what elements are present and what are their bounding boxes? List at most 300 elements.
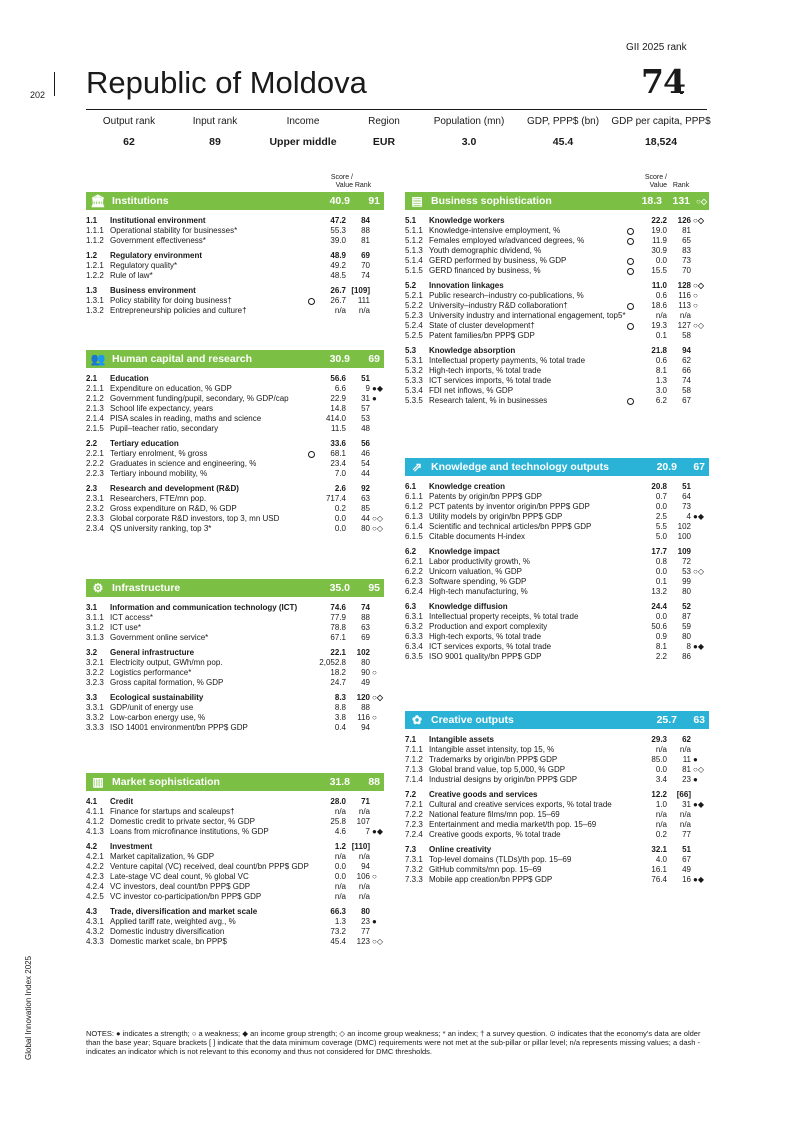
indicator-row: [86, 817, 384, 827]
indicator-score: 26.7: [330, 286, 346, 295]
indicator-rank: 65: [682, 236, 691, 245]
indicator-rank: 77: [682, 830, 691, 839]
indicator-code: 4.2.2: [86, 862, 104, 871]
indicator-code: 6.2.4: [405, 587, 423, 596]
indicator-code: 5.3.5: [405, 396, 423, 405]
value-header: Value: [335, 182, 353, 189]
indicator-row: [86, 504, 384, 514]
indicator-label: Knowledge impact: [429, 547, 500, 556]
notes: NOTES: ● indicates a strength; ○ a weakness; ◆ an income group strength; ◇ an income group weakness; * an index; † a survey question. ⊙ indicates that the economy's data are older than the base year; Square brackets [ ] indicate that the data minimum coverage (DMC) requirements were not met at the sub-pillar or pillar level; n/a represents missing values; a dash - indicates an indicator which is not relevant to this economy and thus not considered for DMC thresholds.: [86, 1029, 701, 1056]
pillar-header: [86, 773, 384, 791]
graph-icon: ⇗: [411, 460, 423, 474]
indicator-label: Tertiary education: [110, 439, 179, 448]
indicator-code: 3.3.3: [86, 723, 104, 732]
indicator-code: 3.1.2: [86, 623, 104, 632]
indicator-label: Tertiary inbound mobility, %: [110, 469, 208, 478]
indicator-label: Females employed w/advanced degrees, %: [429, 236, 585, 245]
indicator-rank: n/a: [358, 807, 370, 816]
indicator-label: High-tech imports, % total trade: [429, 366, 542, 375]
stat-value: 62: [123, 136, 135, 148]
indicator-rank: 49: [682, 865, 691, 874]
indicator-label: Knowledge diffusion: [429, 602, 508, 611]
indicator-code: 5.2.3: [405, 311, 423, 320]
indicator-code: 1.3.2: [86, 306, 104, 315]
subpillar-row: [86, 251, 384, 261]
indicator-code: 7.1.1: [405, 745, 423, 754]
indicator-rank: 51: [682, 845, 691, 854]
indicator-rank: n/a: [358, 882, 370, 891]
indicator-label: Trademarks by origin/bn PPP$ GDP: [429, 755, 558, 764]
indicator-score: 6.6: [334, 384, 346, 393]
indicator-score: 32.1: [651, 845, 667, 854]
stat-value: 89: [209, 136, 221, 148]
value-header: Value: [649, 182, 667, 189]
indicator-label: National feature films/mn pop. 15–69: [429, 810, 560, 819]
indicator-row: [86, 226, 384, 236]
indicator-rank: 9: [365, 384, 370, 393]
subpillar-row: [86, 648, 384, 658]
indicator-rank: 56: [361, 439, 370, 448]
indicator-code: 4.1.2: [86, 817, 104, 826]
indicator-label: Trade, diversification and market scale: [110, 907, 258, 916]
indicator-score: 21.8: [651, 346, 667, 355]
indicator-row: [86, 613, 384, 623]
indicator-score: 5.0: [655, 532, 667, 541]
indicator-row: [86, 394, 384, 404]
pillar-name: Infrastructure: [112, 582, 181, 594]
indicator-label: Top-level domains (TLDs)/th pop. 15–69: [429, 855, 572, 864]
indicator-code: 3.2.2: [86, 668, 104, 677]
country-title: Republic of Moldova: [86, 65, 367, 100]
strength-weakness-mark: ○: [693, 301, 698, 310]
pillar-rank: 67: [693, 461, 705, 473]
pillar-rows: [86, 797, 384, 947]
indicator-row: [405, 622, 709, 632]
indicator-label: Creative goods and services: [429, 790, 538, 799]
indicator-label: Electricity output, GWh/mn pop.: [110, 658, 223, 667]
indicator-rank: 116: [678, 291, 691, 300]
pillar-score: 40.9: [329, 195, 350, 207]
old-data-icon: [627, 228, 634, 235]
stat-label: GDP per capita, PPP$: [611, 116, 711, 127]
indicator-score: 11.0: [651, 281, 667, 290]
strength-weakness-mark: ○◇: [372, 693, 383, 702]
indicator-score: 48.9: [330, 251, 346, 260]
indicator-score: 76.4: [651, 875, 667, 884]
indicator-row: [405, 865, 709, 875]
indicator-score: 20.8: [651, 482, 667, 491]
indicator-score: n/a: [655, 810, 667, 819]
rank-mark: [680, 85, 683, 94]
indicator-row: [86, 862, 384, 872]
indicator-label: PISA scales in reading, maths and science: [110, 414, 262, 423]
indicator-row: [405, 652, 709, 662]
indicator-rank: n/a: [358, 306, 370, 315]
indicator-code: 4.3.3: [86, 937, 104, 946]
chart-icon: ▥: [92, 775, 104, 789]
strength-weakness-mark: ●: [693, 775, 698, 784]
old-data-icon: [627, 323, 634, 330]
indicator-score: 50.6: [651, 622, 667, 631]
indicator-code: 3.2.1: [86, 658, 104, 667]
pillar-rank: 69: [368, 353, 380, 365]
strength-weakness-mark: ●: [372, 917, 377, 926]
indicator-rank: n/a: [358, 852, 370, 861]
indicator-label: Knowledge creation: [429, 482, 506, 491]
pillar-header: [86, 350, 384, 368]
indicator-rank: 73: [682, 256, 691, 265]
indicator-label: Knowledge-intensive employment, %: [429, 226, 561, 235]
indicator-code: 5.3.3: [405, 376, 423, 385]
indicator-rank: 80: [682, 587, 691, 596]
indicator-code: 3.1.3: [86, 633, 104, 642]
pillar-header: [86, 579, 384, 597]
pillar-score: 25.7: [656, 714, 677, 726]
indicator-code: 3.3.2: [86, 713, 104, 722]
indicator-row: [405, 321, 709, 331]
indicator-row: [86, 236, 384, 246]
indicator-score: 8.3: [334, 693, 346, 702]
indicator-row: [86, 852, 384, 862]
pillar-rows: [86, 603, 384, 733]
indicator-code: 1.1.1: [86, 226, 104, 235]
indicator-code: 6.1.2: [405, 502, 423, 511]
indicator-row: [405, 226, 709, 236]
indicator-code: 4.1.3: [86, 827, 104, 836]
indicator-rank: 127: [677, 321, 691, 330]
indicator-rank: 80: [682, 632, 691, 641]
indicator-rank: 46: [361, 449, 370, 458]
indicator-score: 24.7: [330, 678, 346, 687]
indicator-score: 2.2: [655, 652, 667, 661]
indicator-code: 4.3.1: [86, 917, 104, 926]
indicator-rank: 58: [682, 386, 691, 395]
indicator-label: Information and communication technology (ICT): [110, 603, 298, 612]
indicator-code: 6.2: [405, 547, 417, 556]
indicator-rank: 73: [682, 502, 691, 511]
indicator-label: Patent families/bn PPP$ GDP: [429, 331, 535, 340]
indicator-score: 73.2: [330, 927, 346, 936]
subpillar-row: [405, 547, 709, 557]
indicator-label: Applied tariff rate, weighted avg., %: [110, 917, 236, 926]
indicator-rank: 57: [361, 404, 370, 413]
indicator-code: 1.3.1: [86, 296, 104, 305]
indicator-score: 17.7: [651, 547, 667, 556]
indicator-score: 4.6: [334, 827, 346, 836]
indicator-rank: 69: [361, 251, 370, 260]
indicator-row: [405, 755, 709, 765]
indicator-score: 4.0: [655, 855, 667, 864]
indicator-score: 0.0: [334, 872, 346, 881]
strength-weakness-mark: ○◇: [693, 765, 704, 774]
indicator-label: Government effectiveness*: [110, 236, 206, 245]
indicator-rank: 87: [682, 612, 691, 621]
indicator-code: 7.3.1: [405, 855, 423, 864]
indicator-row: [405, 386, 709, 396]
indicator-rank: 81: [682, 765, 691, 774]
indicator-rank: 88: [361, 703, 370, 712]
subpillar-row: [86, 842, 384, 852]
indicator-score: 3.0: [655, 386, 667, 395]
indicator-code: 2.1.5: [86, 424, 104, 433]
indicator-rank: 48: [361, 424, 370, 433]
pillar-rows: [86, 374, 384, 534]
indicator-code: 6.1.5: [405, 532, 423, 541]
strength-weakness-mark: ●◆: [693, 800, 704, 809]
pillar-header: [405, 458, 709, 476]
subpillar-row: [405, 602, 709, 612]
indicator-row: [86, 494, 384, 504]
stat-value: 3.0: [461, 136, 477, 148]
indicator-row: [405, 522, 709, 532]
indicator-code: 5.2.1: [405, 291, 423, 300]
strength-weakness-mark: ○◇: [372, 524, 383, 533]
indicator-score: n/a: [334, 882, 346, 891]
indicator-row: [405, 236, 709, 246]
indicator-label: Youth demographic dividend, %: [429, 246, 542, 255]
indicator-code: 5.1: [405, 216, 417, 225]
indicator-label: Online creativity: [429, 845, 492, 854]
indicator-label: Ecological sustainability: [110, 693, 204, 702]
indicator-row: [405, 577, 709, 587]
indicator-score: n/a: [655, 745, 667, 754]
indicator-code: 5.2.2: [405, 301, 423, 310]
strength-weakness-mark: ○: [372, 713, 377, 722]
indicator-score: n/a: [655, 311, 667, 320]
stat-value: EUR: [372, 136, 396, 148]
indicator-row: [405, 532, 709, 542]
indicator-row: [405, 775, 709, 785]
indicator-score: 19.0: [651, 226, 667, 235]
indicator-score: 30.9: [651, 246, 667, 255]
pillar-header: [405, 711, 709, 729]
strength-weakness-mark: ○◇: [693, 216, 704, 225]
indicator-code: 7.3.2: [405, 865, 423, 874]
indicator-rank: 80: [361, 907, 370, 916]
indicator-score: 22.9: [330, 394, 346, 403]
indicator-row: [405, 557, 709, 567]
indicator-rank: 63: [361, 623, 370, 632]
indicator-label: Knowledge absorption: [429, 346, 516, 355]
indicator-label: Entrepreneurship policies and culture†: [110, 306, 247, 315]
pillar-header: [405, 192, 709, 210]
strength-weakness-mark: ●◆: [693, 642, 704, 651]
strength-weakness-mark: ○◇: [693, 281, 704, 290]
indicator-label: Logistics performance*: [110, 668, 192, 677]
indicator-score: 0.8: [655, 557, 667, 566]
subpillar-row: [405, 845, 709, 855]
indicator-code: 7.2.3: [405, 820, 423, 829]
indicator-code: 3.1.1: [86, 613, 104, 622]
indicator-score: 49.2: [330, 261, 346, 270]
pillar-name: Market sophistication: [112, 776, 220, 788]
indicator-rank: 70: [682, 266, 691, 275]
indicator-score: 1.3: [334, 917, 346, 926]
indicator-label: Late-stage VC deal count, % global VC: [110, 872, 249, 881]
indicator-code: 6.1.1: [405, 492, 423, 501]
indicator-label: GERD performed by business, % GDP: [429, 256, 567, 265]
strength-weakness-mark: ○◇: [372, 514, 383, 523]
indicator-code: 1.1: [86, 216, 98, 225]
indicator-code: 6.3.1: [405, 612, 423, 621]
strength-weakness-mark: ○◇: [693, 567, 704, 576]
indicator-label: Market capitalization, % GDP: [110, 852, 215, 861]
indicator-label: Knowledge workers: [429, 216, 505, 225]
header-divider: [54, 72, 55, 96]
indicator-code: 6.1.4: [405, 522, 423, 531]
indicator-code: 6.3.3: [405, 632, 423, 641]
pillar-mark: ○◇: [696, 196, 707, 206]
indicator-rank: 16: [682, 875, 691, 884]
indicator-label: Researchers, FTE/mn pop.: [110, 494, 207, 503]
indicator-rank: 80: [361, 658, 370, 667]
indicator-code: 2.1.1: [86, 384, 104, 393]
indicator-code: 7.1.3: [405, 765, 423, 774]
indicator-score: 26.7: [330, 296, 346, 305]
indicator-label: Mobile app creation/bn PPP$ GDP: [429, 875, 553, 884]
stat-value: 18,524: [644, 136, 678, 148]
strength-weakness-mark: ○: [372, 872, 377, 881]
indicator-code: 6.3.2: [405, 622, 423, 631]
strength-weakness-mark: ○: [693, 291, 698, 300]
indicator-label: State of cluster development†: [429, 321, 535, 330]
indicator-label: Citable documents H-index: [429, 532, 526, 541]
indicator-row: [86, 414, 384, 424]
indicator-label: Business environment: [110, 286, 196, 295]
indicator-code: 2.2.2: [86, 459, 104, 468]
indicator-row: [405, 632, 709, 642]
indicator-label: High-tech manufacturing, %: [429, 587, 528, 596]
indicator-row: [405, 376, 709, 386]
subpillar-row: [86, 484, 384, 494]
pillar-rank: 91: [368, 195, 380, 207]
indicator-code: 5.1.4: [405, 256, 423, 265]
subpillar-row: [405, 281, 709, 291]
pillar-rows: [86, 216, 384, 316]
indicator-score: 0.0: [655, 612, 667, 621]
indicator-score: 0.4: [334, 723, 346, 732]
indicator-rank: 23: [682, 775, 691, 784]
indicator-code: 1.2.2: [86, 271, 104, 280]
indicator-label: Creative goods exports, % total trade: [429, 830, 561, 839]
indicator-score: 2.5: [655, 512, 667, 521]
indicator-label: ICT services exports, % total trade: [429, 642, 552, 651]
indicator-row: [405, 765, 709, 775]
indicator-rank: 51: [361, 374, 370, 383]
indicator-rank: 53: [682, 567, 691, 576]
indicator-row: [405, 612, 709, 622]
indicator-row: [405, 396, 709, 406]
pillar-rank: 63: [693, 714, 705, 726]
indicator-row: [405, 256, 709, 266]
indicator-score: 8.1: [655, 366, 667, 375]
indicator-rank: 94: [682, 346, 691, 355]
strength-weakness-mark: ●◆: [693, 512, 704, 521]
indicator-code: 3.1: [86, 603, 98, 612]
strength-weakness-mark: ●◆: [372, 827, 383, 836]
indicator-rank: 123: [356, 937, 370, 946]
pillar-name: Business sophistication: [431, 195, 552, 207]
subpillar-row: [86, 907, 384, 917]
header-rule: [86, 109, 707, 110]
old-data-icon: [627, 398, 634, 405]
indicator-score: 14.8: [330, 404, 346, 413]
indicator-label: Low-carbon energy use, %: [110, 713, 206, 722]
subpillar-row: [405, 482, 709, 492]
indicator-row: [405, 502, 709, 512]
indicator-score: n/a: [334, 852, 346, 861]
indicator-row: [86, 807, 384, 817]
indicator-rank: 4: [686, 512, 691, 521]
indicator-code: 7.2: [405, 790, 417, 799]
indicator-score: 0.2: [655, 830, 667, 839]
indicator-code: 7.1.4: [405, 775, 423, 784]
pillar-score: 18.3: [641, 195, 663, 207]
subpillar-row: [405, 735, 709, 745]
pillar-name: Human capital and research: [112, 353, 253, 365]
indicator-row: [405, 291, 709, 301]
indicator-rank: 63: [361, 494, 370, 503]
indicator-code: 5.2: [405, 281, 417, 290]
pillar-score: 30.9: [329, 353, 350, 365]
indicator-code: 2.2.3: [86, 469, 104, 478]
indicator-code: 6.1: [405, 482, 417, 491]
indicator-score: 66.3: [330, 907, 346, 916]
indicator-label: QS university ranking, top 3*: [110, 524, 212, 533]
indicator-rank: 128: [677, 281, 691, 290]
rank-header: Rank: [354, 182, 372, 189]
indicator-rank: 77: [361, 927, 370, 936]
indicator-row: [405, 800, 709, 810]
indicator-score: 0.1: [655, 331, 667, 340]
pillar-rows: [405, 482, 709, 662]
indicator-rank: [66]: [676, 790, 691, 799]
indicator-label: Graduates in science and engineering, %: [110, 459, 257, 468]
indicator-row: [86, 623, 384, 633]
indicator-rank: 109: [677, 547, 691, 556]
indicator-rank: 84: [361, 216, 370, 225]
indicator-score: 48.5: [330, 271, 346, 280]
pillar-score: 35.0: [329, 582, 350, 594]
stat-label: Population (mn): [433, 116, 505, 127]
indicator-row: [86, 261, 384, 271]
indicator-score: n/a: [334, 892, 346, 901]
indicator-code: 7.3.3: [405, 875, 423, 884]
indicator-rank: 80: [361, 524, 370, 533]
palette-icon: ✿: [411, 713, 423, 727]
indicator-rank: 74: [682, 376, 691, 385]
indicator-row: [405, 356, 709, 366]
indicator-code: 2.1.3: [86, 404, 104, 413]
pillar-name: Creative outputs: [431, 714, 514, 726]
indicator-code: 5.1.3: [405, 246, 423, 255]
strength-weakness-mark: ○◇: [372, 937, 383, 946]
indicator-label: Credit: [110, 797, 134, 806]
indicator-code: 1.2.1: [86, 261, 104, 270]
indicator-score: 68.1: [330, 449, 346, 458]
indicator-score: n/a: [655, 820, 667, 829]
indicator-label: General infrastructure: [110, 648, 195, 657]
pillar-rank: 95: [368, 582, 380, 594]
subpillar-row: [405, 346, 709, 356]
indicator-label: Intellectual property receipts, % total trade: [429, 612, 579, 621]
indicator-rank: 67: [682, 396, 691, 405]
indicator-rank: 59: [682, 622, 691, 631]
indicator-rank: 88: [361, 613, 370, 622]
pillar-name: Institutions: [112, 195, 169, 207]
indicator-rank: 113: [678, 301, 691, 310]
indicator-row: [405, 587, 709, 597]
